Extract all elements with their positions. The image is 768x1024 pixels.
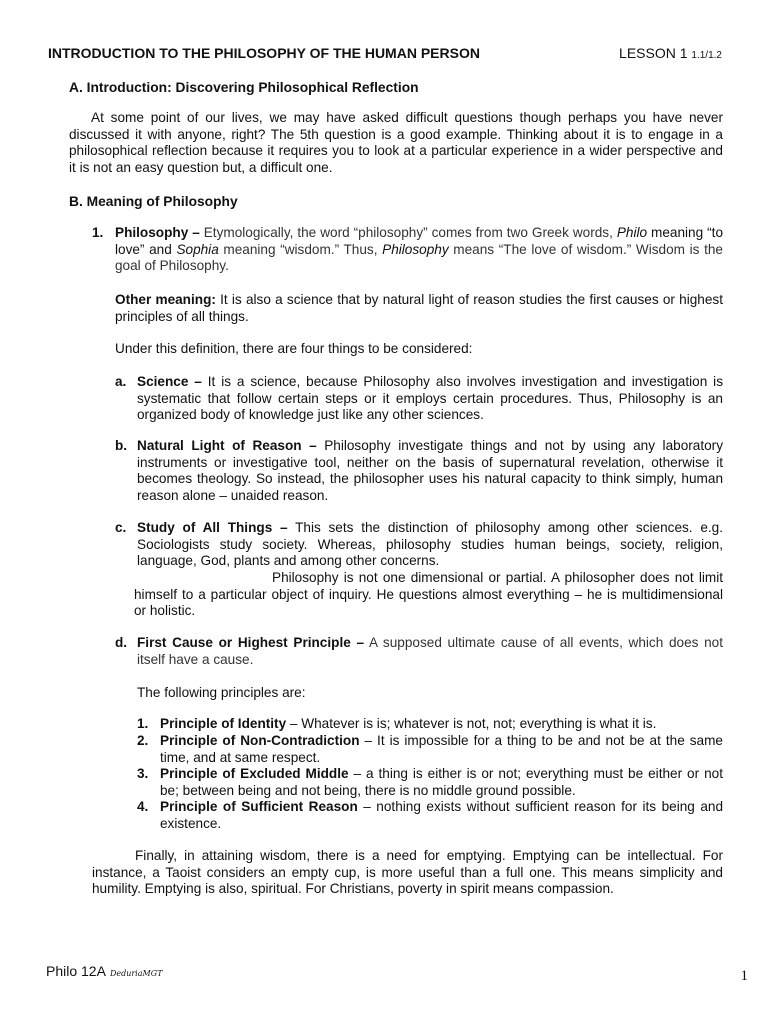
principle-1-marker: 1. xyxy=(137,716,149,731)
document-title: INTRODUCTION TO THE PHILOSOPHY OF THE HUMAN PERSON xyxy=(48,45,480,61)
item-b-natural-light: Natural Light of Reason – Philosophy investigate things and not by using any laboratory instruments or investigative tool, neither on the basis of supernatural revelation, otherwise it becomes theology. So instead, the philosopher uses his natural capacity to think simply, human reason alone – unaided reason. xyxy=(137,438,723,503)
principle-2-marker: 2. xyxy=(137,733,149,748)
principle-3-marker: 3. xyxy=(137,766,149,781)
item-c-study: Study of All Things – This sets the distinction of philosophy among other sciences. e.g. Sociologists study society. Whereas, philosophy studies human beings, society, religion, language, God, plants and among other concerns. xyxy=(137,520,723,569)
item-1-philosophy: Philosophy – Etymologically, the word “philosophy” comes from two Greek words, Philo meaning “to love” and Sophia meaning “wisdom.” Thus, Philosophy means “The love of wisdom.” Wisdom is the goal of Philosophy. xyxy=(115,225,723,274)
science-term: Science – xyxy=(137,374,202,389)
other-meaning-paragraph: Other meaning: It is also a science that by natural light of reason studies the first causes or highest principles of all things. xyxy=(115,292,723,324)
item-c-continuation: Philosophy is not one dimensional or partial. A philosopher does not limit himself to a particular object of inquiry. He questions almost everything – he is multidimensional or holistic. xyxy=(134,570,723,619)
item-a-marker: a. xyxy=(115,374,127,389)
natural-light-term: Natural Light of Reason – xyxy=(137,438,317,453)
principle-excluded-middle: Principle of Excluded Middle – a thing is either is or not; everything must be either or not be; between being and not being, there is no middle ground possible. xyxy=(160,766,723,798)
philosophy-term: Philosophy – xyxy=(115,225,200,240)
item-c-marker: c. xyxy=(115,520,127,535)
lesson-label xyxy=(619,45,722,65)
first-cause-term: First Cause or Highest Principle – xyxy=(137,635,365,650)
item-b-marker: b. xyxy=(115,438,128,453)
principle-sufficient-reason: Principle of Sufficient Reason – nothing exists without sufficient reason for its being and existence. xyxy=(160,799,724,831)
signature: DeduriaMGT xyxy=(109,969,163,978)
footer-course xyxy=(46,963,162,983)
item-a-science: Science – It is a science, because Philosophy also involves investigation and investigation is systematic that follow certain steps or it employs certain procedures. Thus, Philosophy is an organized body of knowledge just like any other sciences. xyxy=(137,374,724,423)
item-1-marker: 1. xyxy=(92,225,104,240)
study-term: Study of All Things – xyxy=(137,520,288,535)
under-definition-text: Under this definition, there are four things to be considered: xyxy=(115,341,473,356)
principle-non-contradiction: Principle of Non-Contradiction – It is impossible for a thing to be and not be at the same time, and at same respect. xyxy=(160,733,723,765)
item-d-marker: d. xyxy=(115,635,128,650)
finally-paragraph: Finally, in attaining wisdom, there is a need for emptying. Emptying can be intellectual. For instance, a Taoist considers an empty cup, is more useful than a full one. This means simplicity and humility. Emptying is also, spiritual. For Christians, poverty in spirit means compassion. xyxy=(92,848,723,897)
page-number: 1 xyxy=(740,968,748,984)
other-meaning-label: Other meaning: xyxy=(115,292,216,307)
principle-4-marker: 4. xyxy=(137,799,149,814)
section-a-heading: A. Introduction: Discovering Philosophical Reflection xyxy=(69,80,419,95)
following-principles-text: The following principles are: xyxy=(137,685,306,700)
lesson-number: 1.1/1.2 xyxy=(691,50,722,61)
item-d-first-cause: First Cause or Highest Principle – A supposed ultimate cause of all events, which does not itself have a cause. xyxy=(137,635,724,667)
section-b-heading: B. Meaning of Philosophy xyxy=(69,194,238,209)
lesson-text: LESSON 1 xyxy=(619,45,688,61)
principle-identity: Principle of Identity – Whatever is is; whatever is not, not; everything is what it is. xyxy=(160,716,657,731)
section-a-paragraph: At some point of our lives, we may have asked difficult questions though perhaps you have never discussed it with anyone, right? The 5th question is a good example. Thinking about it is to engage in a philosophical reflection because it requires you to look at a particular experience in a wider perspective and it is not an easy question but, a difficult one. xyxy=(69,110,723,175)
course-label: Philo 12A xyxy=(46,963,106,979)
